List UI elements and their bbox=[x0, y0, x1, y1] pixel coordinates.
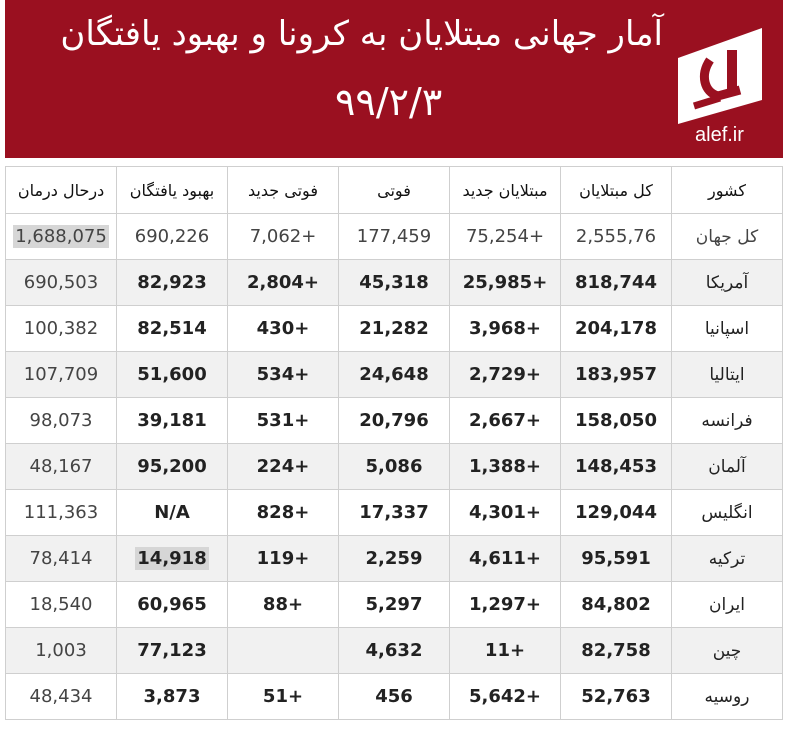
table-row bbox=[6, 352, 783, 398]
cell-new-cases bbox=[450, 214, 561, 260]
cell-new-deaths-text: +119 bbox=[256, 548, 310, 569]
cell-recovered-text: 14,918 bbox=[137, 548, 207, 569]
cell-recovered-text: 95,200 bbox=[137, 456, 207, 477]
cell-deaths-text: 5,086 bbox=[365, 456, 423, 477]
cell-total-cases bbox=[561, 536, 672, 582]
cell-deaths-text: 5,297 bbox=[365, 594, 423, 615]
cell-recovered bbox=[117, 398, 228, 444]
cell-total-cases bbox=[561, 398, 672, 444]
table-row bbox=[6, 674, 783, 720]
cell-new-deaths-text: +828 bbox=[256, 502, 310, 523]
cell-deaths bbox=[339, 674, 450, 720]
cell-recovered bbox=[117, 260, 228, 306]
cell-new-deaths bbox=[228, 214, 339, 260]
cell-total-cases-text: 84,802 bbox=[581, 594, 651, 615]
cell-recovered bbox=[117, 490, 228, 536]
header-new-deaths: فوتی جدید bbox=[228, 167, 339, 214]
table-row bbox=[6, 306, 783, 352]
cell-country-text: انگلیس bbox=[701, 502, 753, 523]
cell-country-text: روسیه bbox=[704, 686, 750, 707]
cell-recovered bbox=[117, 674, 228, 720]
cell-recovered-text: 39,181 bbox=[137, 410, 207, 431]
cell-deaths bbox=[339, 628, 450, 674]
cell-recovered bbox=[117, 306, 228, 352]
cell-recovered-text: 82,923 bbox=[137, 272, 207, 293]
cell-recovered-text: N/A bbox=[154, 502, 190, 523]
header-recovered: بهبود یافتگان bbox=[117, 167, 228, 214]
table-row-world bbox=[6, 214, 783, 260]
cell-new-deaths bbox=[228, 306, 339, 352]
cell-new-cases bbox=[450, 582, 561, 628]
header-active: درحال درمان bbox=[6, 167, 117, 214]
cell-active bbox=[6, 628, 117, 674]
cell-deaths-text: 21,282 bbox=[359, 318, 429, 339]
table-row bbox=[6, 536, 783, 582]
cell-new-deaths-text: +2,804 bbox=[246, 272, 320, 293]
header-deaths: فوتی bbox=[339, 167, 450, 214]
cell-deaths-text: 456 bbox=[375, 686, 413, 707]
cell-new-cases-text: +5,642 bbox=[468, 686, 542, 707]
cell-total-cases-text: 82,758 bbox=[581, 640, 651, 661]
cell-country bbox=[672, 536, 783, 582]
cell-total-cases bbox=[561, 490, 672, 536]
cell-new-cases bbox=[450, 490, 561, 536]
cell-active-text: 1,003 bbox=[35, 640, 87, 661]
alef-logo-icon bbox=[670, 20, 770, 130]
cell-new-cases-text: +3,968 bbox=[468, 318, 542, 339]
cell-total-cases-text: 2,555,76 bbox=[575, 226, 657, 247]
cell-deaths bbox=[339, 490, 450, 536]
cell-active bbox=[6, 582, 117, 628]
cell-new-deaths bbox=[228, 628, 339, 674]
cell-total-cases bbox=[561, 260, 672, 306]
cell-new-deaths-text: +430 bbox=[256, 318, 310, 339]
cell-country bbox=[672, 582, 783, 628]
cell-country-text: چین bbox=[712, 640, 742, 661]
cell-active bbox=[6, 260, 117, 306]
cell-active-text: 98,073 bbox=[29, 410, 93, 431]
cell-active bbox=[6, 214, 117, 260]
cell-recovered bbox=[117, 628, 228, 674]
cell-active-text: 107,709 bbox=[23, 364, 99, 385]
cell-deaths-text: 2,259 bbox=[365, 548, 423, 569]
cell-new-deaths-text: +531 bbox=[256, 410, 310, 431]
cell-new-cases-text: +1,388 bbox=[468, 456, 542, 477]
cell-new-cases bbox=[450, 536, 561, 582]
cell-total-cases bbox=[561, 628, 672, 674]
cell-deaths-text: 24,648 bbox=[359, 364, 429, 385]
cell-country-text: اسپانیا bbox=[704, 318, 750, 339]
cell-new-cases bbox=[450, 628, 561, 674]
table-row bbox=[6, 628, 783, 674]
cell-new-deaths bbox=[228, 398, 339, 444]
cell-recovered-text: 60,965 bbox=[137, 594, 207, 615]
cell-active-text: 78,414 bbox=[29, 548, 93, 569]
cell-total-cases-text: 204,178 bbox=[575, 318, 657, 339]
cell-deaths bbox=[339, 536, 450, 582]
cell-total-cases-text: 818,744 bbox=[575, 272, 657, 293]
cell-active-text: 111,363 bbox=[23, 502, 99, 523]
cell-country bbox=[672, 260, 783, 306]
cell-total-cases bbox=[561, 306, 672, 352]
cell-new-deaths-text: +88 bbox=[262, 594, 304, 615]
page-title: آمار جهانی مبتلایان به کرونا و بهبود یافتگان bbox=[60, 14, 663, 54]
cell-new-cases bbox=[450, 398, 561, 444]
cell-new-cases bbox=[450, 260, 561, 306]
cell-country bbox=[672, 306, 783, 352]
cell-new-cases bbox=[450, 674, 561, 720]
cell-country-text: آلمان bbox=[708, 456, 746, 477]
cell-active-text: 48,434 bbox=[29, 686, 93, 707]
cell-country-text: ترکیه bbox=[708, 548, 746, 569]
cell-new-cases-text: +75,254 bbox=[465, 226, 545, 247]
cell-active-text: 48,167 bbox=[29, 456, 93, 477]
cell-active bbox=[6, 306, 117, 352]
cell-active-text: 18,540 bbox=[29, 594, 93, 615]
cell-active bbox=[6, 398, 117, 444]
cell-new-cases-text: +2,667 bbox=[468, 410, 542, 431]
table-row bbox=[6, 582, 783, 628]
cell-recovered bbox=[117, 214, 228, 260]
cell-active-text: 100,382 bbox=[23, 318, 99, 339]
cell-new-deaths-text: +534 bbox=[256, 364, 310, 385]
cell-deaths bbox=[339, 306, 450, 352]
cell-country-text: ایران bbox=[708, 594, 746, 615]
cell-active bbox=[6, 490, 117, 536]
cell-recovered bbox=[117, 536, 228, 582]
cell-new-cases bbox=[450, 444, 561, 490]
cell-active-text: 690,503 bbox=[23, 272, 99, 293]
cell-total-cases-text: 95,591 bbox=[581, 548, 651, 569]
header-banner bbox=[5, 0, 783, 158]
header-new-cases: مبتلایان جدید bbox=[450, 167, 561, 214]
cell-active-text: 1,688,075 bbox=[15, 226, 107, 247]
header-total-cases: کل مبتلایان bbox=[561, 167, 672, 214]
cell-total-cases-text: 183,957 bbox=[575, 364, 657, 385]
cell-active bbox=[6, 536, 117, 582]
cell-active bbox=[6, 444, 117, 490]
cell-country bbox=[672, 628, 783, 674]
cell-new-cases-text: +25,985 bbox=[462, 272, 548, 293]
cell-deaths-text: 45,318 bbox=[359, 272, 429, 293]
cell-new-cases-text: +1,297 bbox=[468, 594, 542, 615]
cell-new-cases bbox=[450, 306, 561, 352]
cell-country-text: ایتالیا bbox=[709, 364, 745, 385]
table-row bbox=[6, 444, 783, 490]
logo-site-text: alef.ir bbox=[695, 124, 744, 146]
cell-recovered-text: 3,873 bbox=[143, 686, 201, 707]
cell-recovered-text: 82,514 bbox=[137, 318, 207, 339]
cell-recovered bbox=[117, 444, 228, 490]
cell-country-text: آمریکا bbox=[705, 272, 749, 293]
cell-recovered bbox=[117, 582, 228, 628]
cell-total-cases-text: 158,050 bbox=[575, 410, 657, 431]
cell-deaths bbox=[339, 582, 450, 628]
cell-country bbox=[672, 352, 783, 398]
cell-recovered-text: 690,226 bbox=[134, 226, 210, 247]
cell-total-cases bbox=[561, 352, 672, 398]
cell-deaths-text: 17,337 bbox=[359, 502, 429, 523]
cell-deaths bbox=[339, 352, 450, 398]
cell-new-deaths bbox=[228, 674, 339, 720]
table-header-row bbox=[6, 167, 783, 214]
cell-new-deaths-text: +224 bbox=[256, 456, 310, 477]
cell-total-cases-text: 148,453 bbox=[575, 456, 657, 477]
cell-new-deaths-text: +7,062 bbox=[249, 226, 317, 247]
cell-deaths bbox=[339, 214, 450, 260]
cell-deaths bbox=[339, 260, 450, 306]
cell-total-cases bbox=[561, 674, 672, 720]
cell-new-deaths bbox=[228, 490, 339, 536]
corona-stats-table bbox=[5, 166, 783, 720]
cell-new-cases-text: +4,301 bbox=[468, 502, 542, 523]
cell-total-cases bbox=[561, 582, 672, 628]
cell-deaths-text: 4,632 bbox=[365, 640, 423, 661]
cell-new-deaths bbox=[228, 536, 339, 582]
cell-recovered-text: 51,600 bbox=[137, 364, 207, 385]
cell-deaths bbox=[339, 444, 450, 490]
cell-new-deaths-text: +51 bbox=[262, 686, 304, 707]
cell-active bbox=[6, 352, 117, 398]
cell-deaths-text: 20,796 bbox=[359, 410, 429, 431]
cell-new-cases-text: +4,611 bbox=[468, 548, 542, 569]
cell-new-deaths bbox=[228, 444, 339, 490]
cell-country bbox=[672, 444, 783, 490]
cell-recovered bbox=[117, 352, 228, 398]
cell-deaths bbox=[339, 398, 450, 444]
page-date: ۹۹/۲/۳ bbox=[335, 80, 443, 124]
cell-recovered-text: 77,123 bbox=[137, 640, 207, 661]
header-country: کشور bbox=[672, 167, 783, 214]
cell-country bbox=[672, 214, 783, 260]
cell-new-cases bbox=[450, 352, 561, 398]
cell-country-text: فرانسه bbox=[701, 410, 753, 431]
table-row bbox=[6, 490, 783, 536]
table-row bbox=[6, 398, 783, 444]
cell-country bbox=[672, 490, 783, 536]
cell-country-text: کل جهان bbox=[695, 226, 759, 247]
cell-total-cases bbox=[561, 214, 672, 260]
cell-new-cases-text: +11 bbox=[484, 640, 526, 661]
cell-total-cases-text: 52,763 bbox=[581, 686, 651, 707]
cell-deaths-text: 177,459 bbox=[356, 226, 432, 247]
cell-new-cases-text: +2,729 bbox=[468, 364, 542, 385]
cell-new-deaths bbox=[228, 582, 339, 628]
cell-new-deaths bbox=[228, 352, 339, 398]
cell-active bbox=[6, 674, 117, 720]
cell-country bbox=[672, 398, 783, 444]
table-row bbox=[6, 260, 783, 306]
cell-country bbox=[672, 674, 783, 720]
cell-new-deaths bbox=[228, 260, 339, 306]
cell-total-cases-text: 129,044 bbox=[575, 502, 657, 523]
cell-total-cases bbox=[561, 444, 672, 490]
